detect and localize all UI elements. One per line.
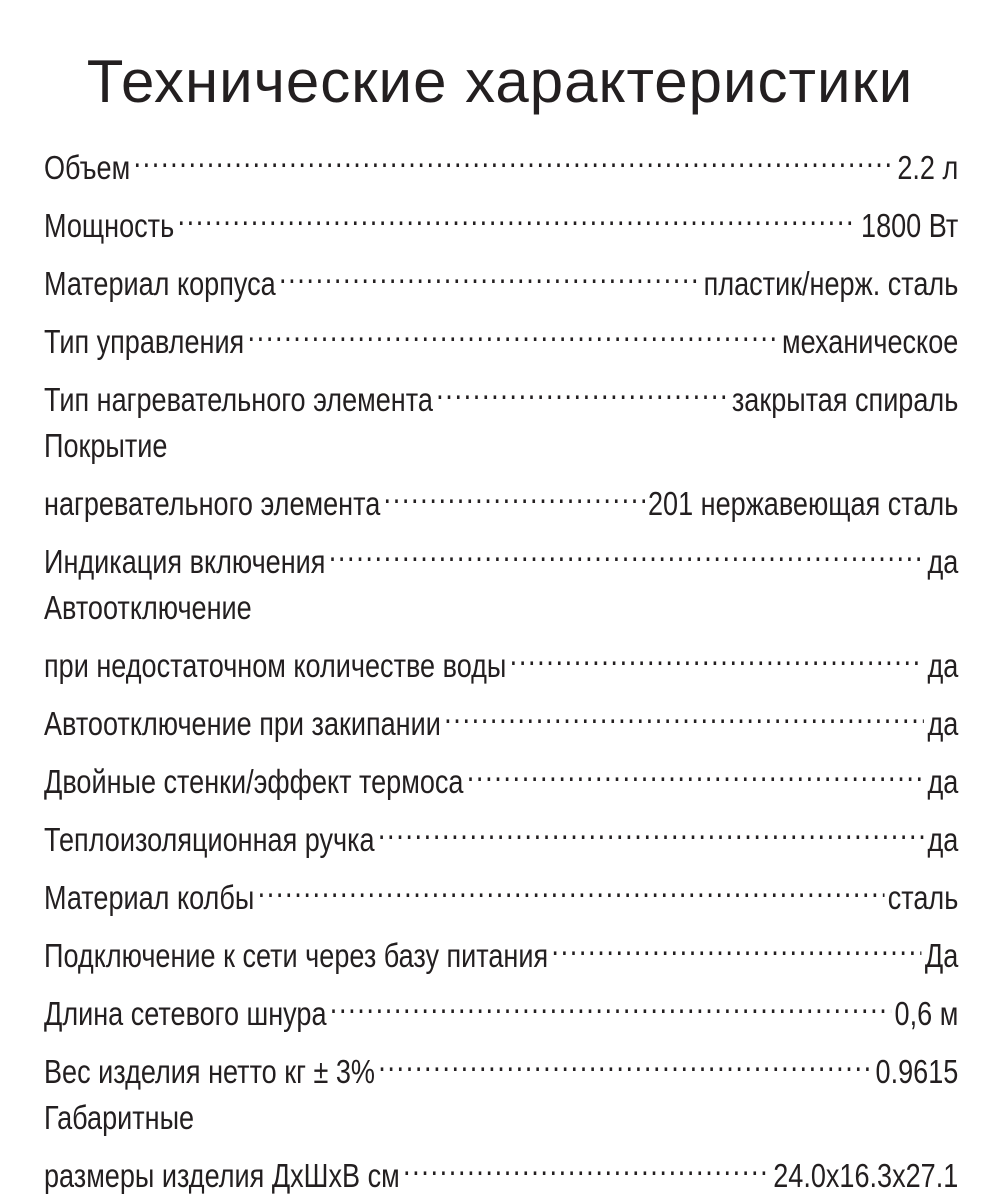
spec-label: Объем (44, 149, 131, 186)
spec-row-power-base (44, 921, 958, 979)
spec-label: Длина сетевого шнура (44, 995, 327, 1032)
dot-leader (444, 689, 924, 735)
spec-row-body-material (44, 249, 958, 307)
dot-leader (248, 307, 779, 353)
spec-row-power (44, 191, 958, 249)
spec-label: Двойные стенки/эффект термоса (44, 763, 464, 800)
spec-heading-dimensions: Габаритные (44, 1099, 195, 1136)
spec-value: 0,6 м (894, 995, 959, 1032)
dot-leader (330, 979, 891, 1025)
dot-leader (551, 921, 921, 967)
spec-value: пластик/нерж. сталь (703, 265, 959, 302)
spec-row-double-walls (44, 747, 958, 805)
dot-leader (378, 805, 924, 851)
spec-row-volume (44, 133, 958, 191)
dot-leader (403, 1141, 770, 1187)
spec-heading-auto-off: Автоотключение (44, 589, 252, 626)
dot-leader (177, 191, 857, 237)
spec-value: закрытая спираль (731, 381, 959, 418)
spec-row-power-indicator (44, 527, 958, 585)
dot-leader (279, 249, 700, 295)
spec-label: Автоотключение при закипании (44, 705, 441, 742)
spec-row-cord-length (44, 979, 958, 1037)
spec-row-flask-material (44, 863, 958, 921)
spec-label: размеры изделия ДхШхВ см (44, 1157, 400, 1194)
spec-value: да (927, 763, 959, 800)
spec-row-net-weight (44, 1037, 958, 1095)
dot-leader (467, 747, 924, 793)
dot-leader (510, 631, 925, 677)
spec-row-insulated-handle (44, 805, 958, 863)
dot-leader (258, 863, 885, 909)
spec-value: механическое (781, 323, 959, 360)
dot-leader (329, 527, 924, 573)
spec-row-heating-element-type (44, 365, 958, 423)
spec-value: 0.9615 (875, 1053, 959, 1090)
spec-label: Вес изделия нетто кг ± 3% (44, 1053, 375, 1090)
spec-row-dimensions (44, 1141, 958, 1199)
spec-value: да (927, 821, 959, 858)
spec-value: да (927, 647, 959, 684)
spec-label: Тип нагревательного элемента (44, 381, 433, 418)
spec-value: да (927, 543, 959, 580)
spec-label: Тип управления (44, 323, 245, 360)
spec-value: 24.0x16.3x27.1 (773, 1157, 959, 1194)
spec-value: сталь (887, 879, 959, 916)
spec-heading-coating: Покрытие (44, 427, 168, 464)
spec-row-boil-auto-off (44, 689, 958, 747)
spec-list (44, 133, 959, 1199)
spec-label: Материал колбы (44, 879, 255, 916)
page-title: Технические характеристики (86, 48, 914, 115)
spec-row-heating-element-coating (44, 469, 958, 527)
spec-row-control-type (44, 307, 958, 365)
spec-value: да (927, 705, 959, 742)
spec-value: Да (924, 937, 959, 974)
spec-label: Материал корпуса (44, 265, 276, 302)
dot-leader (436, 365, 728, 411)
spec-label: Индикация включения (44, 543, 326, 580)
spec-label: при недостаточном количестве воды (44, 647, 507, 684)
dot-leader (133, 133, 894, 179)
spec-value: 2.2 л (897, 149, 959, 186)
spec-value: 1800 Вт (861, 207, 959, 244)
spec-label: нагревательного элемента (44, 485, 381, 522)
dot-leader (378, 1037, 872, 1083)
spec-row-dry-protection (44, 631, 958, 689)
dot-leader (384, 469, 645, 515)
spec-label: Подключение к сети через базу питания (44, 937, 549, 974)
spec-value: 201 нержавеющая сталь (647, 485, 959, 522)
spec-label: Мощность (44, 207, 175, 244)
spec-label: Теплоизоляционная ручка (44, 821, 375, 858)
